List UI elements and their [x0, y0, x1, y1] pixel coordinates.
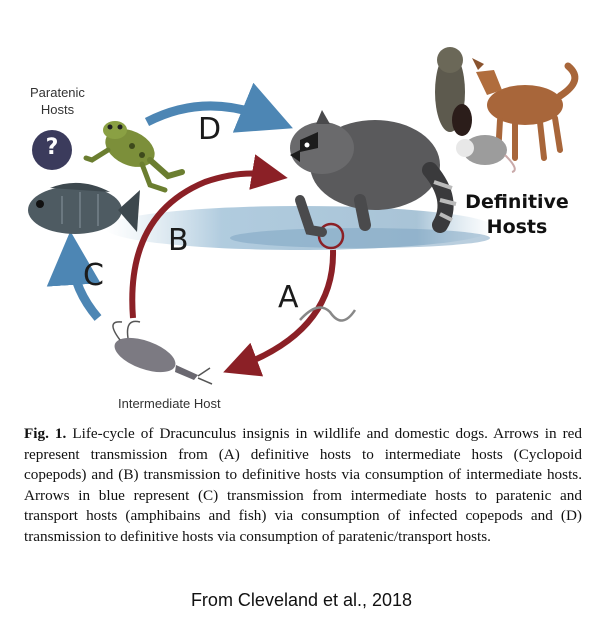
caption-text: Life-cycle of Dracunculus insignis in wildlife and domestic dogs. Arrows in red represent transmission from (A) definitive hosts to intermediate hosts (Cyclopoid copepods) and (B) transmission to definitive hosts via consumption of intermediate hosts. Arrows in blue represent (C) transmission from intermediate hosts to paratenic and transport hosts (amphibains and fish) via consumption of infected copepods and (D) transmission to definitive hosts via consumption of paratenic/transport hosts.	[24, 425, 583, 545]
label-a: A	[278, 280, 299, 315]
paratenic-hosts-label: Paratenic Hosts	[30, 85, 85, 117]
opossum-icon	[456, 135, 515, 172]
caption-fig-number: Fig. 1.	[24, 425, 67, 442]
frog-icon	[86, 121, 182, 190]
figure-caption	[24, 424, 582, 547]
definitive-hosts-label: Definitive Hosts	[465, 191, 569, 238]
source-credit: From Cleveland et al., 2018	[190, 590, 413, 610]
intermediate-host-label: Intermediate Host	[118, 396, 221, 411]
label-b: B	[168, 223, 189, 258]
fisher-icon	[452, 104, 472, 136]
question-mark: ?	[45, 135, 59, 160]
label-c: C	[83, 258, 104, 293]
copepod-icon	[110, 321, 212, 384]
label-d: D	[198, 112, 222, 147]
